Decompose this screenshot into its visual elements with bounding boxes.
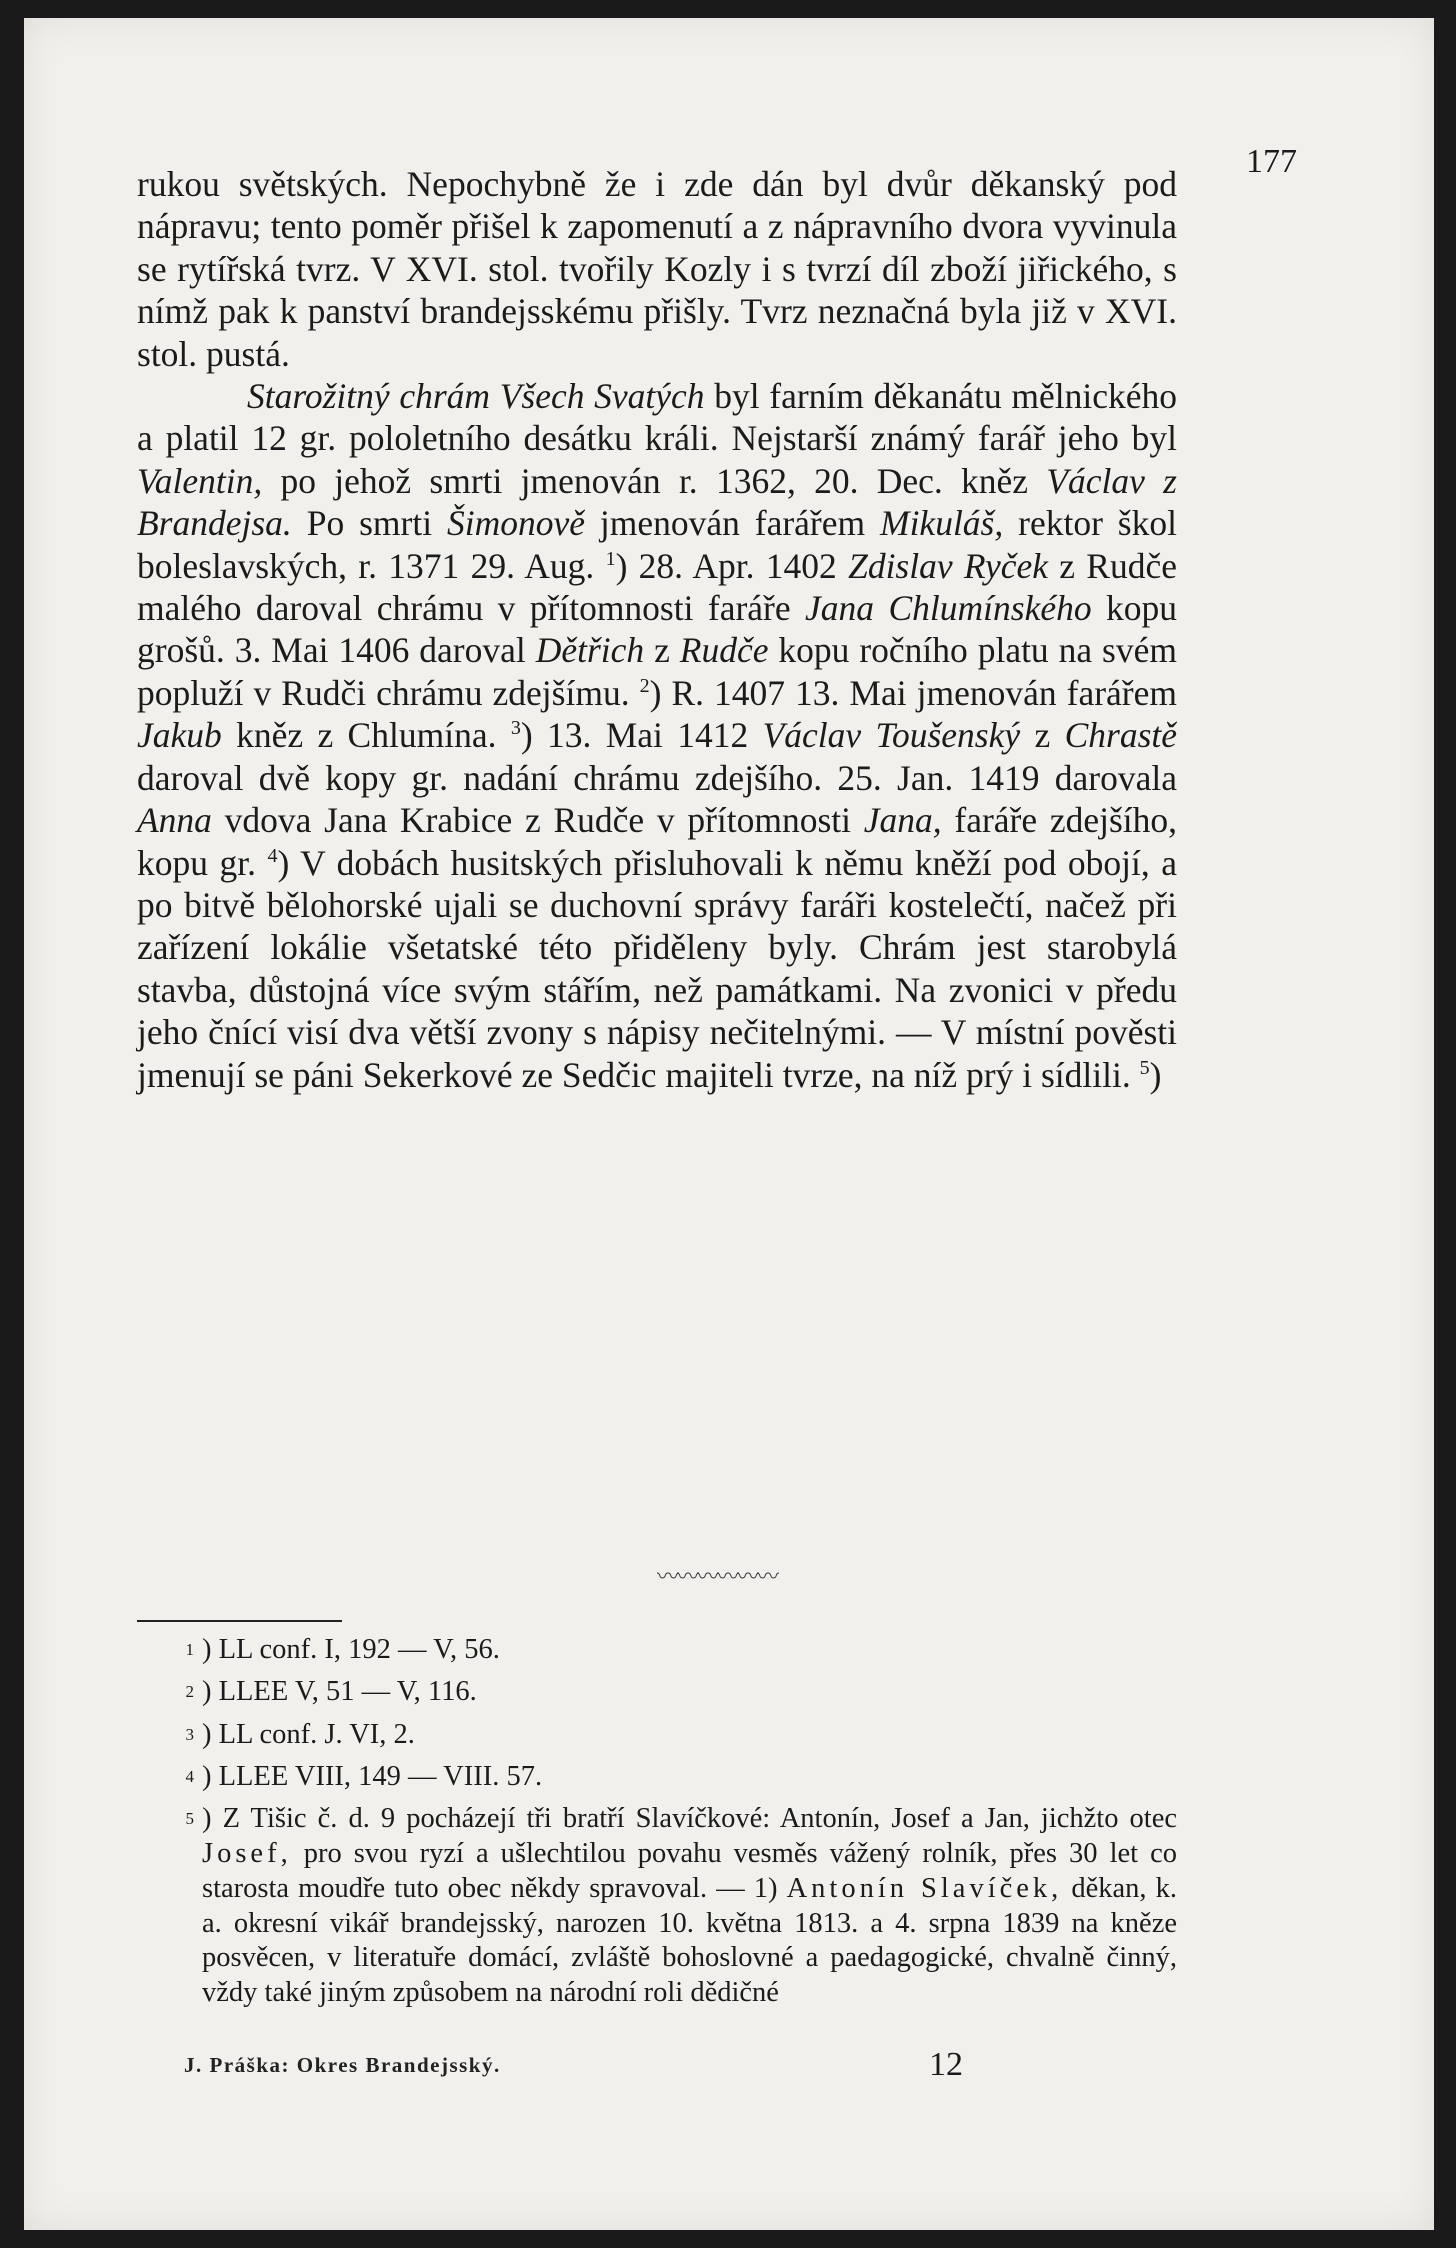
name-mikulas: Mikuláš, bbox=[880, 503, 1004, 544]
printer-signature: J. Práška: Okres Brandejsský. bbox=[184, 2053, 501, 2077]
text-run: Po smrti bbox=[291, 503, 447, 544]
section-ornament: 〰〰〰〰〰〰 bbox=[656, 1564, 777, 1589]
footnote-5 bbox=[137, 1802, 1177, 2011]
text-run: vdova Jana Krabice z Rudče v přítomnosti bbox=[211, 800, 864, 841]
name-chraste: Chrastě bbox=[1064, 715, 1178, 756]
footnote-ref-1[interactable]: 1 bbox=[605, 547, 616, 570]
sheet-number: 12 bbox=[929, 2046, 963, 2083]
book-page bbox=[24, 18, 1434, 2230]
name-zdislav-rycek: Zdislav Ryček bbox=[848, 545, 1048, 586]
name-detrich: Dětřich bbox=[535, 630, 645, 671]
text-run: ) 13. Mai 1412 bbox=[520, 715, 763, 756]
text-run: kopu grošů. 3. Mai 1406 daroval bbox=[137, 588, 1178, 671]
text-run: daroval dvě kopy gr. nadání chrámu zdejšího. 25. Jan. 1419 darovala bbox=[137, 757, 1177, 798]
footnote-text: ) LLEE V, 51 — V, 116. bbox=[202, 1676, 477, 1708]
name-jana-chluminskeho: Jana Chlumínského bbox=[805, 588, 1092, 629]
body-text bbox=[137, 163, 1177, 1096]
name-jakub: Jakub bbox=[137, 715, 222, 756]
footnote-text: ) LL conf. J. VI, 2. bbox=[202, 1718, 415, 1750]
name-vaclav-tousensky: Václav Toušenský bbox=[762, 715, 1021, 756]
footnote-rule bbox=[137, 1620, 342, 1622]
text-run: ) V dobách husitských přisluhovali k němu kněží pod obojí, a po bitvě bělohorské ujali se duchovní správy faráři kostelečtí, načež při zařízení lokálie všetatské této přiděleny byly. Chrám jest starobylá stavba, důstojná více svým stářím, než památkami. Na zvonici v předu jeho čnící visí dva větší zvony s nápisy nečitelnými. — V místní pověsti jmenují se páni Sekerkové ze Sedčic majiteli tvrze, na níž prý i sídlili. bbox=[137, 842, 1177, 1095]
name-antonin-slavicek: Antonín Slavíček, bbox=[786, 1872, 1063, 1904]
text-block bbox=[137, 143, 1297, 2009]
name-simonove: Šimonově bbox=[446, 503, 585, 544]
footnote-mark: 2 bbox=[185, 1682, 194, 1702]
text-run: z bbox=[644, 630, 680, 671]
name-valentin: Valentin, bbox=[137, 460, 263, 501]
footnote-4 bbox=[137, 1760, 1177, 1802]
footnote-text: ) LL conf. I, 192 — V, 56. bbox=[202, 1634, 500, 1665]
text-run: rektor škol boleslavských, r. 1371 29. Aug. bbox=[137, 503, 1177, 586]
footnotes bbox=[137, 1633, 1177, 2011]
name-vaclav-z-brandejsa: Václav z Brandejsa. bbox=[137, 460, 1177, 544]
text-run: jmenován farářem bbox=[584, 503, 880, 544]
footnote-ref-3[interactable]: 3 bbox=[510, 717, 521, 740]
footnote-text bbox=[202, 1802, 1177, 2011]
text-run: ) bbox=[1149, 1054, 1162, 1095]
text-run: z Rudče malého daroval chrámu v přítomnosti faráře bbox=[137, 545, 1177, 629]
footnote-ref-2[interactable]: 2 bbox=[639, 675, 650, 698]
text-run: byl farním děkanátu mělnického a platil 12 gr. pololetního desátku králi. Nejstarší známý farář jeho byl bbox=[137, 376, 1178, 459]
name-jana: Jana, bbox=[863, 800, 942, 841]
footnote-3 bbox=[137, 1718, 1177, 1760]
footnote-text: ) LLEE VIII, 149 — VIII. 57. bbox=[202, 1760, 543, 1792]
paragraph-1: rukou světských. Nepochybně že i zde dán byl dvůr děkanský pod nápravu; tento poměr přišel k zapomenutí a z nápravního dvora vyvinula se rytířská tvrz. V XVI. stol. tvořily Kozly i s tvrzí díl zboží jiřického, s nímž pak k panství brandejsskému přišly. Tvrz neznačná byla již v XVI. stol. pustá. bbox=[137, 164, 1177, 374]
page-number: 177 bbox=[1246, 143, 1297, 180]
text-run: ) 28. Apr. 1402 bbox=[615, 545, 849, 586]
text-run: ) Z Tišic č. d. 9 pocházejí tři bratří Slavíčkové: Antonín, Josef a Jan, jichžto otec bbox=[202, 1803, 1177, 1835]
footnote-mark: 3 bbox=[185, 1724, 194, 1744]
name-anna: Anna bbox=[137, 800, 212, 841]
text-run: faráře zdejšího, kopu gr. bbox=[137, 800, 1178, 883]
text-run: kněz z Chlumína. bbox=[221, 715, 511, 756]
footnote-mark: 5 bbox=[185, 1809, 194, 1829]
text-run: pro svou ryzí a ušlechtilou povahu vesměs vážený rolník, přes 30 let co starosta moudře tuto obec někdy spravoval. — 1) bbox=[202, 1837, 1177, 1904]
name-josef: Josef, bbox=[202, 1837, 292, 1869]
text-run: z bbox=[1020, 715, 1065, 756]
footnote-1 bbox=[137, 1633, 1177, 1675]
paragraph-2 bbox=[137, 375, 1177, 1096]
footnote-2 bbox=[137, 1675, 1177, 1717]
text-run: po jehož smrti jmenován r. 1362, 20. Dec. kněz bbox=[262, 460, 1047, 501]
text-run: děkan, k. a. okresní vikář brandejsský, narozen 10. května 1813. a 4. srpna 1839 na kněze posvěcen, v literatuře domácí, zvláště bohoslovné a paedagogické, chvalně činný, vždy také jiným způsobem na národní roli dědičné bbox=[202, 1872, 1177, 2009]
footnote-ref-4[interactable]: 4 bbox=[267, 844, 278, 867]
footnote-mark: 4 bbox=[185, 1766, 194, 1786]
footnote-mark: 1 bbox=[185, 1640, 194, 1659]
text-run: ) R. 1407 13. Mai jmenován farářem bbox=[649, 672, 1177, 713]
text-run: kopu ročního platu na svém popluží v Rudči chrámu zdejšímu. bbox=[137, 630, 1177, 713]
church-name: Starožitný chrám Všech Svatých bbox=[247, 376, 705, 417]
footnote-ref-5[interactable]: 5 bbox=[1139, 1056, 1150, 1079]
name-rudce: Rudče bbox=[679, 630, 769, 671]
